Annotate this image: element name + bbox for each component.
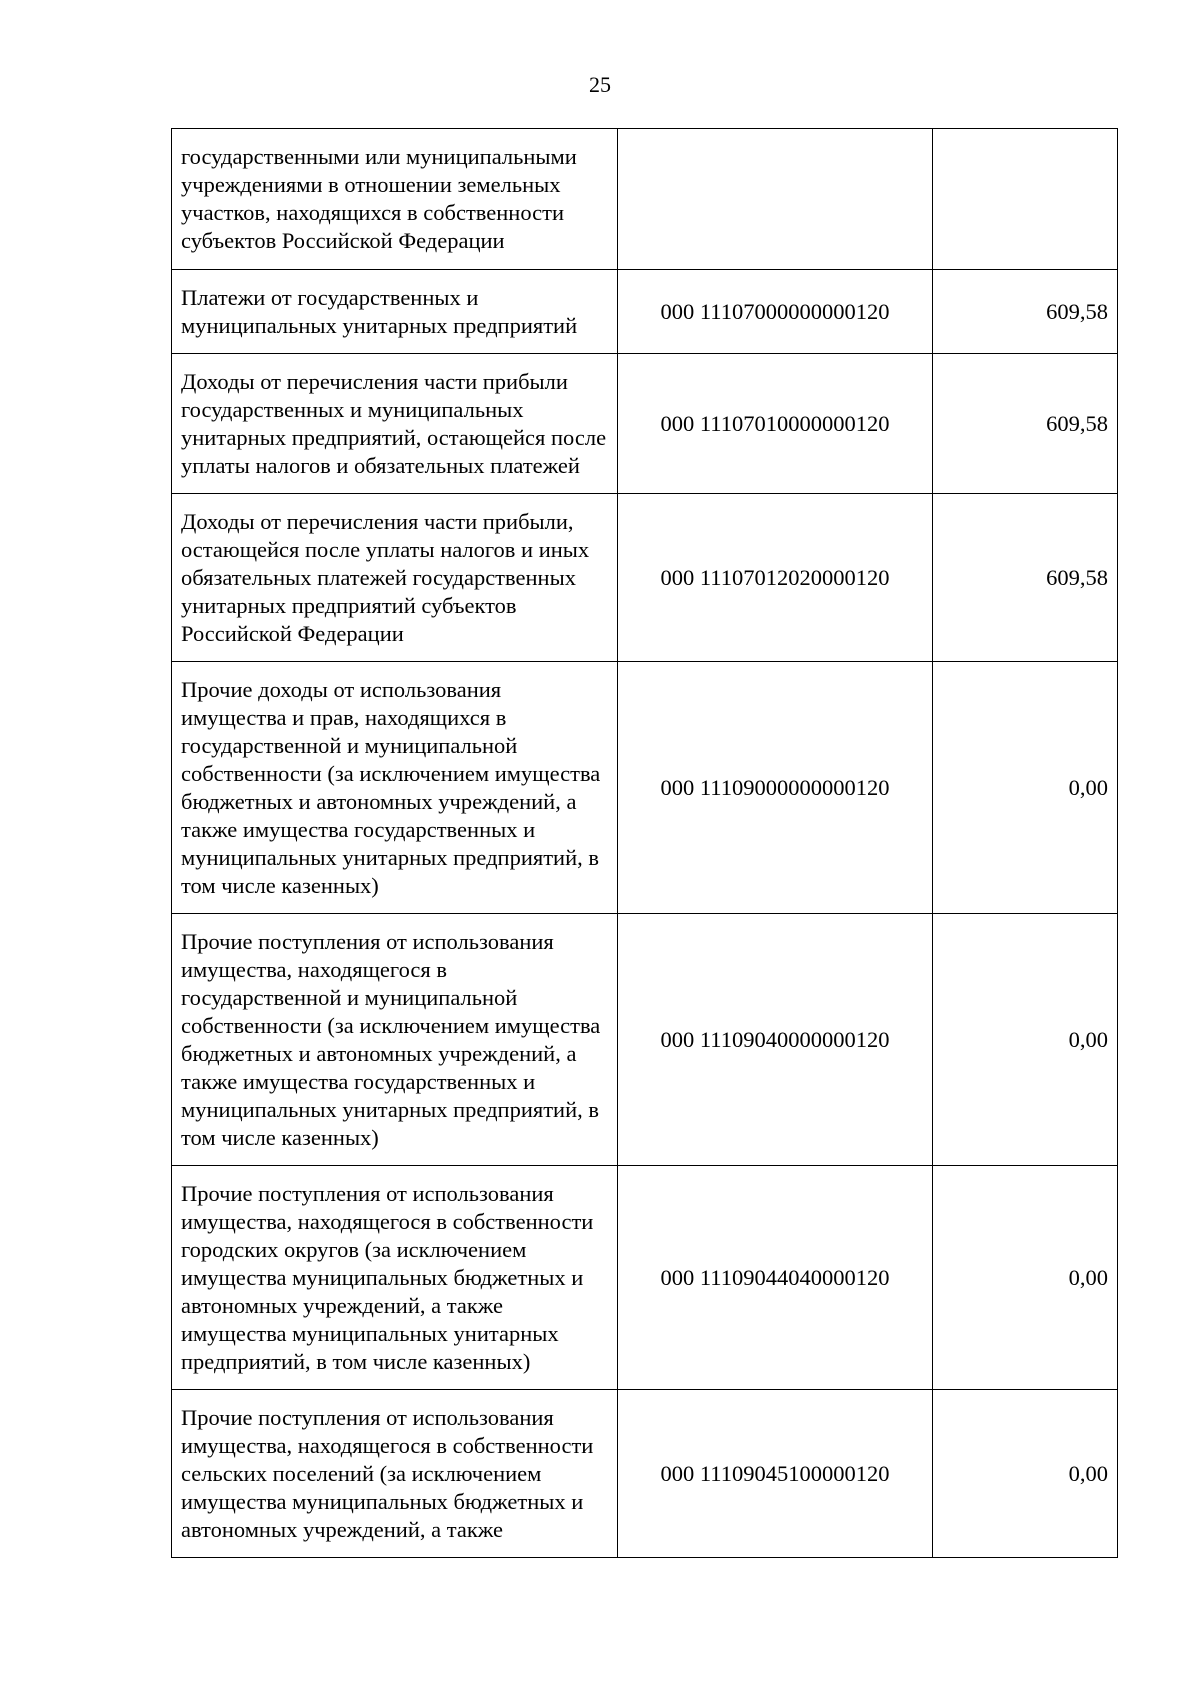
row-name-cell: Прочие поступления от использования имущества, находящегося в собственности сельских поселений (за исключением имущества муниципальных бюджетных и автономных учреждений, а также xyxy=(172,1390,618,1558)
row-code-cell: 000 11107010000000120 xyxy=(618,354,933,494)
row-amount-cell: 0,00 xyxy=(933,1166,1118,1390)
row-code-cell: 000 11109000000000120 xyxy=(618,662,933,914)
row-amount-cell: 609,58 xyxy=(933,354,1118,494)
table-row xyxy=(172,494,1118,662)
row-name-cell: Прочие доходы от использования имущества и прав, находящихся в государственной и муниципальной собственности (за исключением имущества бюджетных и автономных учреждений, а также имущества государственных и муниципальных унитарных предприятий, в том числе казенных) xyxy=(172,662,618,914)
row-code-cell: 000 11109044040000120 xyxy=(618,1166,933,1390)
row-amount-cell: 0,00 xyxy=(933,1390,1118,1558)
row-name-cell: государственными или муниципальными учреждениями в отношении земельных участков, находящихся в собственности субъектов Российской Федерации xyxy=(172,129,618,270)
row-name-cell: Платежи от государственных и муниципальных унитарных предприятий xyxy=(172,270,618,354)
row-code-cell: 000 11107000000000120 xyxy=(618,270,933,354)
table-row xyxy=(172,914,1118,1166)
table-row xyxy=(172,129,1118,270)
row-name-cell: Прочие поступления от использования имущества, находящегося в государственной и муниципальной собственности (за исключением имущества бюджетных и автономных учреждений, а также имущества государственных и муниципальных унитарных предприятий, в том числе казенных) xyxy=(172,914,618,1166)
table-row xyxy=(172,354,1118,494)
row-name-cell: Доходы от перечисления части прибыли, остающейся после уплаты налогов и иных обязательных платежей государственных унитарных предприятий субъектов Российской Федерации xyxy=(172,494,618,662)
row-amount-cell: 609,58 xyxy=(933,494,1118,662)
row-name-cell: Доходы от перечисления части прибыли государственных и муниципальных унитарных предприятий, остающейся после уплаты налогов и обязательных платежей xyxy=(172,354,618,494)
row-amount-cell: 0,00 xyxy=(933,662,1118,914)
table-row xyxy=(172,662,1118,914)
table-row xyxy=(172,270,1118,354)
row-code-cell xyxy=(618,129,933,270)
page-number: 25 xyxy=(589,72,611,97)
table-row xyxy=(172,1166,1118,1390)
row-code-cell: 000 11109040000000120 xyxy=(618,914,933,1166)
row-name-cell: Прочие поступления от использования имущества, находящегося в собственности городских округов (за исключением имущества муниципальных бюджетных и автономных учреждений, а также имущества муниципальных унитарных предприятий, в том числе казенных) xyxy=(172,1166,618,1390)
table-row xyxy=(172,1390,1118,1558)
row-code-cell: 000 11109045100000120 xyxy=(618,1390,933,1558)
row-amount-cell: 0,00 xyxy=(933,914,1118,1166)
row-code-cell: 000 11107012020000120 xyxy=(618,494,933,662)
row-amount-cell: 609,58 xyxy=(933,270,1118,354)
row-amount-cell xyxy=(933,129,1118,270)
revenue-table xyxy=(171,128,1118,1558)
